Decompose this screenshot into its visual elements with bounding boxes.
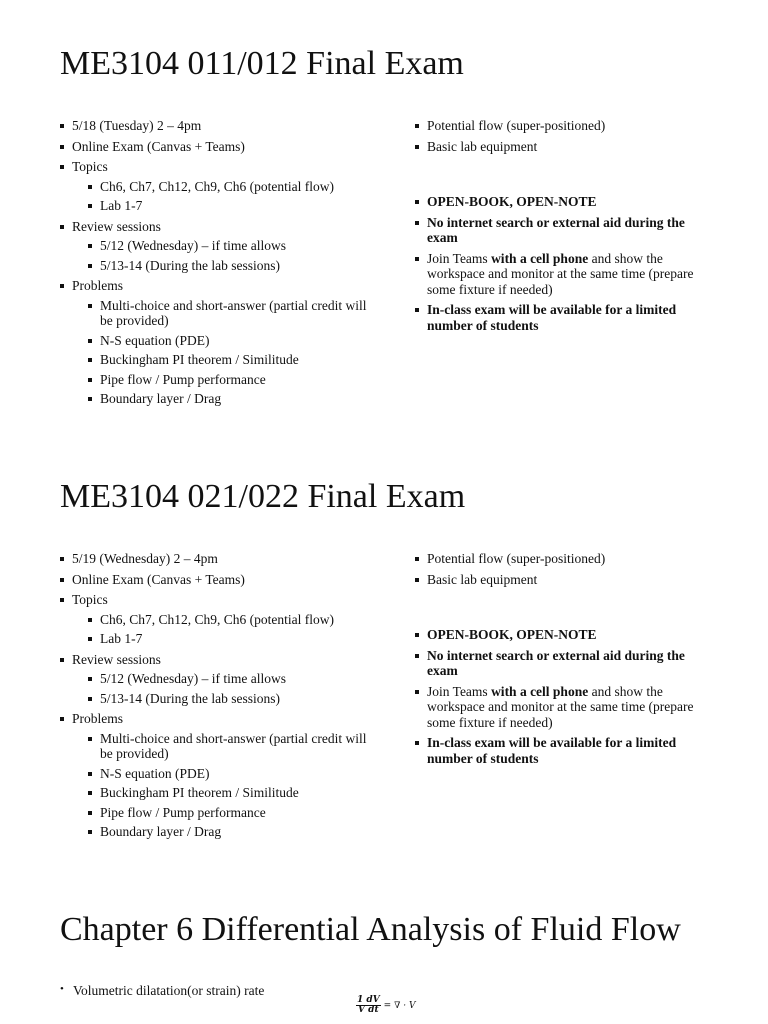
join-teams-rest: and show the workspace and monitor at the same time (prepare some fixture if needed) — [427, 250, 694, 297]
join-teams-text: Join Teams — [427, 683, 492, 699]
problems-subitem: Multi-choice and short-answer (partial credit will be provided) — [88, 731, 370, 762]
potential-flow-item: Potential flow (super-positioned) — [415, 118, 715, 134]
cell-phone-emphasis: with a cell phone — [491, 683, 589, 699]
topics-subitem: Lab 1-7 — [88, 198, 370, 214]
problems-subitem: Buckingham PI theorem / Similitude — [88, 785, 370, 801]
problems-label: Problems — [72, 711, 124, 726]
potential-flow-item: Potential flow (super-positioned) — [415, 551, 715, 567]
formula-numerator: 1 dV — [357, 995, 380, 1005]
topics-subitem: Ch6, Ch7, Ch12, Ch9, Ch6 (potential flow) — [88, 179, 370, 195]
exam-date-item: 5/18 (Tuesday) 2 – 4pm — [60, 118, 370, 134]
formula-fraction — [356, 996, 381, 1015]
problems-item — [60, 711, 370, 840]
no-internet-item: No internet search or external aid during the exam — [415, 215, 715, 246]
topics-label: Topics — [72, 592, 108, 607]
problems-subitem: Pipe flow / Pump performance — [88, 372, 370, 388]
join-teams-item — [415, 251, 715, 298]
review-subitem: 5/12 (Wednesday) – if time allows — [88, 671, 370, 687]
section-2-title: ME3104 021/022 Final Exam — [60, 478, 466, 515]
exam-format-item: Online Exam (Canvas + Teams) — [60, 139, 370, 155]
join-teams-text: Join Teams — [427, 250, 492, 266]
exam-date-item: 5/19 (Wednesday) 2 – 4pm — [60, 551, 370, 567]
in-class-item: In-class exam will be available for a limited number of students — [415, 735, 715, 766]
lab-equipment-item: Basic lab equipment — [415, 139, 715, 155]
problems-subitem: Boundary layer / Drag — [88, 391, 370, 407]
review-subitem: 5/12 (Wednesday) – if time allows — [88, 238, 370, 254]
review-sessions-label: Review sessions — [72, 218, 161, 234]
exam-format-item: Online Exam (Canvas + Teams) — [60, 572, 370, 588]
topics-subitem: Ch6, Ch7, Ch12, Ch9, Ch6 (potential flow) — [88, 612, 370, 628]
problems-subitem: N-S equation (PDE) — [88, 333, 370, 349]
join-teams-item — [415, 684, 715, 731]
section-2-right-column — [415, 551, 715, 771]
problems-item — [60, 278, 370, 407]
topics-item — [60, 592, 370, 647]
problems-subitem: Buckingham PI theorem / Similitude — [88, 352, 370, 368]
in-class-item: In-class exam will be available for a limited number of students — [415, 302, 715, 333]
join-teams-rest: and show the workspace and monitor at the same time (prepare some fixture if needed) — [427, 683, 694, 730]
problems-subitem: N-S equation (PDE) — [88, 766, 370, 782]
topics-label: Topics — [72, 159, 108, 174]
review-sessions-item — [60, 652, 370, 707]
no-internet-item: No internet search or external aid during the exam — [415, 648, 715, 679]
topics-item — [60, 159, 370, 214]
review-sessions-label: Review sessions — [72, 651, 161, 667]
problems-subitem: Boundary layer / Drag — [88, 824, 370, 840]
formula-rhs: = ∇ · V — [383, 1000, 416, 1011]
problems-label: Problems — [72, 278, 124, 293]
section-1-left-column — [60, 118, 370, 412]
section-1-right-column — [415, 118, 715, 338]
formula-denominator: V dt — [358, 1005, 379, 1015]
chapter-6-title: Chapter 6 Differential Analysis of Fluid Flow — [60, 911, 681, 948]
dilatation-rate-item: • Volumetric dilatation(or strain) rate — [60, 983, 264, 999]
problems-subitem: Pipe flow / Pump performance — [88, 805, 370, 821]
lab-equipment-item: Basic lab equipment — [415, 572, 715, 588]
section-1-title: ME3104 011/012 Final Exam — [60, 45, 464, 82]
cell-phone-emphasis: with a cell phone — [491, 250, 589, 266]
open-book-item: OPEN-BOOK, OPEN-NOTE — [415, 627, 715, 643]
dilatation-formula — [356, 996, 415, 1015]
open-book-item: OPEN-BOOK, OPEN-NOTE — [415, 194, 715, 210]
topics-subitem: Lab 1-7 — [88, 631, 370, 647]
problems-subitem: Multi-choice and short-answer (partial credit will be provided) — [88, 298, 370, 329]
review-subitem: 5/13-14 (During the lab sessions) — [88, 691, 370, 707]
review-sessions-item — [60, 219, 370, 274]
section-2-left-column — [60, 551, 370, 845]
review-subitem: 5/13-14 (During the lab sessions) — [88, 258, 370, 274]
